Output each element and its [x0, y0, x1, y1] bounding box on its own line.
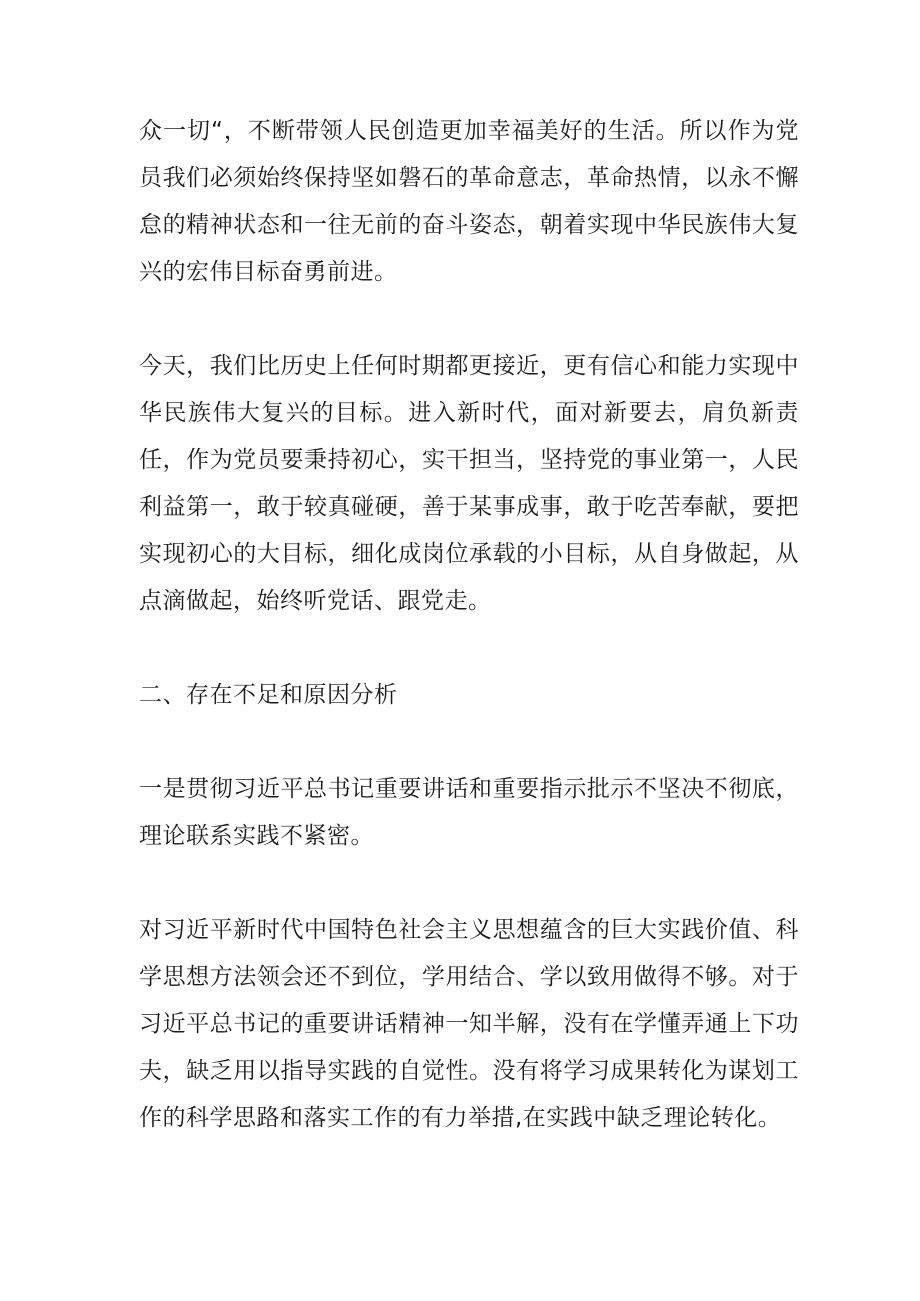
document-body — [139, 108, 799, 1142]
section-heading: 二、存在不足和原因分析 — [139, 682, 398, 708]
paragraph-point-one-detail: 对习近平新时代中国特色社会主义思想蕴含的巨大实践价值、科学思想方法领会还不到位，学用结合、学以致用做得不够。对于习近平总书记的重要讲话精神一知半解，没有在学懂弄通上下功夫，缺乏用以指导实践的自觉性。没有将学习成果转化为谋划工作的科学思路和落实工作的有力举措,在实践中缺乏理论转化。 — [139, 917, 799, 1131]
paragraph-new-era: 今天，我们比历史上任何时期都更接近，更有信心和能力实现中华民族伟大复兴的目标。进入新时代，面对新要去，肩负新责任，作为党员要秉持初心，实干担当，坚持党的事业第一，人民利益第一，敢于较真碰硬，善于某事成事，敢于吃苦奉献，要把实现初心的大目标，细化成岗位承载的小目标，从自身做起，从点滴做起，始终听党话、跟党走。 — [139, 353, 799, 614]
paragraph-party-commitment: 众一切“，不断带领人民创造更加幸福美好的生活。所以作为党员我们必须始终保持坚如磐石的革命意志，革命热情，以永不懈怠的精神状态和一往无前的奋斗姿态，朝着实现中华民族伟大复兴的宏伟目标奋勇前进。 — [139, 118, 799, 285]
paragraph-point-one: 一是贯彻习近平总书记重要讲话和重要指示批示不坚决不彻底，理论联系实践不紧密。 — [139, 776, 799, 849]
